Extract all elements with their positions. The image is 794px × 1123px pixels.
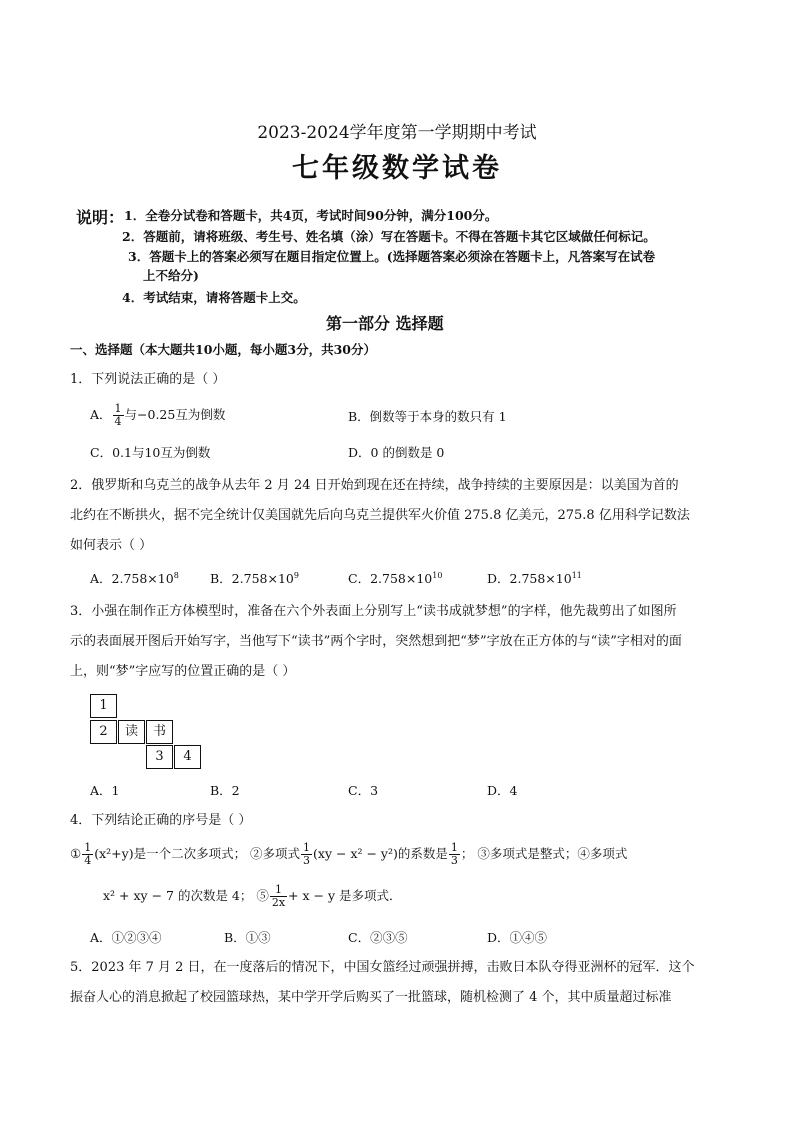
q1-option-b: B．倒数等于本身的数只有 1 [348, 409, 507, 424]
q1-option-c: C．0.1与10互为倒数 [90, 445, 211, 460]
q2-c-exponent: 10 [432, 570, 443, 580]
q2-b-base: B．2.758×10 [210, 571, 294, 586]
exam-term-heading: 2023-2024学年度第一学期期中考试 [257, 123, 537, 143]
q1-option-a [90, 403, 225, 428]
q1-a-text: 与−0.25互为倒数 [124, 407, 226, 422]
cube-net-cell-4: 4 [174, 745, 201, 769]
q4-s2-text: (xy − x² − y²)的系数是 [313, 846, 448, 861]
note-3: 3．答题卡上的答案必须写在题目指定位置上。(选择题答案必须涂在答题卡上，凡答案写在试卷 [128, 249, 656, 264]
q3-option-c: C．3 [348, 783, 379, 798]
q1-a-numerator: 1 [114, 402, 122, 415]
q5-line-2: 振奋人心的消息掀起了校园篮球热，某中学开学后购买了一批篮球，随机检测了 4 个，其中质量超过标准 [70, 990, 672, 1005]
q1-a-fraction [113, 403, 124, 428]
q4-s2-coef-denominator: 3 [450, 854, 458, 867]
q4-statements-line-2 [103, 884, 402, 909]
q2-option-a [90, 569, 179, 587]
q4-s5-denominator: 2x [271, 896, 286, 909]
q2-c-base: C．2.758×10 [348, 571, 433, 586]
q3-option-d: D．4 [487, 783, 518, 798]
notes-label: 说明： [76, 208, 125, 227]
q4-s3-text: ； ③多项式是整式；④多项式 [460, 846, 628, 861]
q4-option-c: C．②③⑤ [348, 930, 408, 945]
q4-s2-fraction [301, 842, 312, 867]
cube-net-figure [90, 694, 202, 774]
q4-option-d: D．①④⑤ [487, 930, 548, 945]
cube-net-cell-2: 2 [90, 720, 117, 744]
q4-s1-numerator: 1 [84, 841, 92, 854]
cube-net-cell-du: 读 [118, 720, 145, 744]
q1-a-denominator: 4 [114, 415, 122, 428]
q4-option-b: B．①③ [224, 930, 271, 945]
q2-a-exponent: 8 [173, 570, 179, 580]
q1-a-prefix: A． [90, 407, 112, 422]
q4-s1-prefix: ① [70, 846, 82, 861]
q2-b-exponent: 9 [293, 570, 299, 580]
q4-s5-numerator: 1 [270, 884, 287, 897]
section-title: 一、选择题（本大题共10小题，每小题3分，共30分） [70, 342, 376, 357]
q2-option-c [348, 569, 442, 587]
q4-s2-denominator: 3 [303, 854, 311, 867]
q3-line-2: 示的表面展开图后开始写字，当他写下“读书”两个字时，突然想到把“梦”字放在正方体的与“读”字相对的面 [70, 634, 682, 649]
q3-option-a: A．1 [90, 783, 120, 798]
q4-s5-text: + x − y 是多项式． [288, 888, 402, 903]
q4-s4-text: x² + xy − 7 的次数是 4； ⑤ [103, 888, 269, 903]
q4-stem: 4．下列结论正确的序号是（ ） [70, 813, 252, 828]
q2-option-b [210, 569, 299, 587]
note-2: 2．答题前，请将班级、考生号、姓名填（涂）写在答题卡。不得在答题卡其它区域做任何标记。 [122, 229, 656, 244]
q4-s5-fraction [270, 884, 287, 909]
q2-d-exponent: 11 [571, 570, 582, 580]
note-1: 1．全卷分试卷和答题卡，共4页，考试时间90分钟，满分100分。 [124, 208, 498, 223]
cube-net-cell-3: 3 [146, 745, 173, 769]
q2-a-base: A．2.758×10 [90, 571, 174, 586]
q2-line-2: 北约在不断拱火，据不完全统计仅美国就先后向乌克兰提供军火价值 275.8 亿美元，275.8 亿用科学记数法 [70, 508, 690, 523]
q3-line-3: 上，则“梦”字应写的位置正确的是（ ） [70, 664, 296, 679]
q4-s2-numerator: 1 [303, 841, 311, 854]
q2-line-3: 如何表示（ ） [70, 538, 153, 553]
q1-stem: 1．下列说法正确的是（ ） [70, 372, 226, 387]
note-3-cont: 上不给分) [143, 268, 199, 283]
cube-net-cell-shu: 书 [146, 720, 173, 744]
part-title: 第一部分 选择题 [326, 314, 444, 333]
q4-s2-coef-fraction [449, 842, 460, 867]
q4-s1-text: (x²+y)是一个二次多项式； ②多项式 [94, 846, 301, 861]
q3-option-b: B．2 [210, 783, 240, 798]
exam-title: 七年级数学试卷 [292, 153, 502, 184]
q2-option-d [487, 569, 582, 587]
q3-line-1: 3．小强在制作正方体模型时，准备在六个外表面上分别写上“读书成就梦想”的字样，他先裁剪出了如图所 [70, 604, 677, 619]
q4-s1-denominator: 4 [84, 854, 92, 867]
q5-line-1: 5．2023 年 7 月 2 日，在一度落后的情况下，中国女篮经过顽强拼搏，击败日本队夺得亚洲杯的冠军．这个 [70, 960, 695, 975]
note-4: 4．考试结束，请将答题卡上交。 [122, 290, 306, 305]
q2-line-1: 2．俄罗斯和乌克兰的战争从去年 2 月 24 日开始到现在还在持续，战争持续的主要原因是：以美国为首的 [70, 478, 679, 493]
q4-s1-fraction [82, 842, 93, 867]
q4-s2-coef-numerator: 1 [450, 841, 458, 854]
q4-statements-line-1 [70, 842, 627, 867]
q1-option-d: D．0 的倒数是 0 [348, 445, 445, 460]
q4-option-a: A．①②③④ [90, 930, 162, 945]
cube-net-cell-1: 1 [90, 694, 117, 718]
q2-d-base: D．2.758×10 [487, 571, 572, 586]
